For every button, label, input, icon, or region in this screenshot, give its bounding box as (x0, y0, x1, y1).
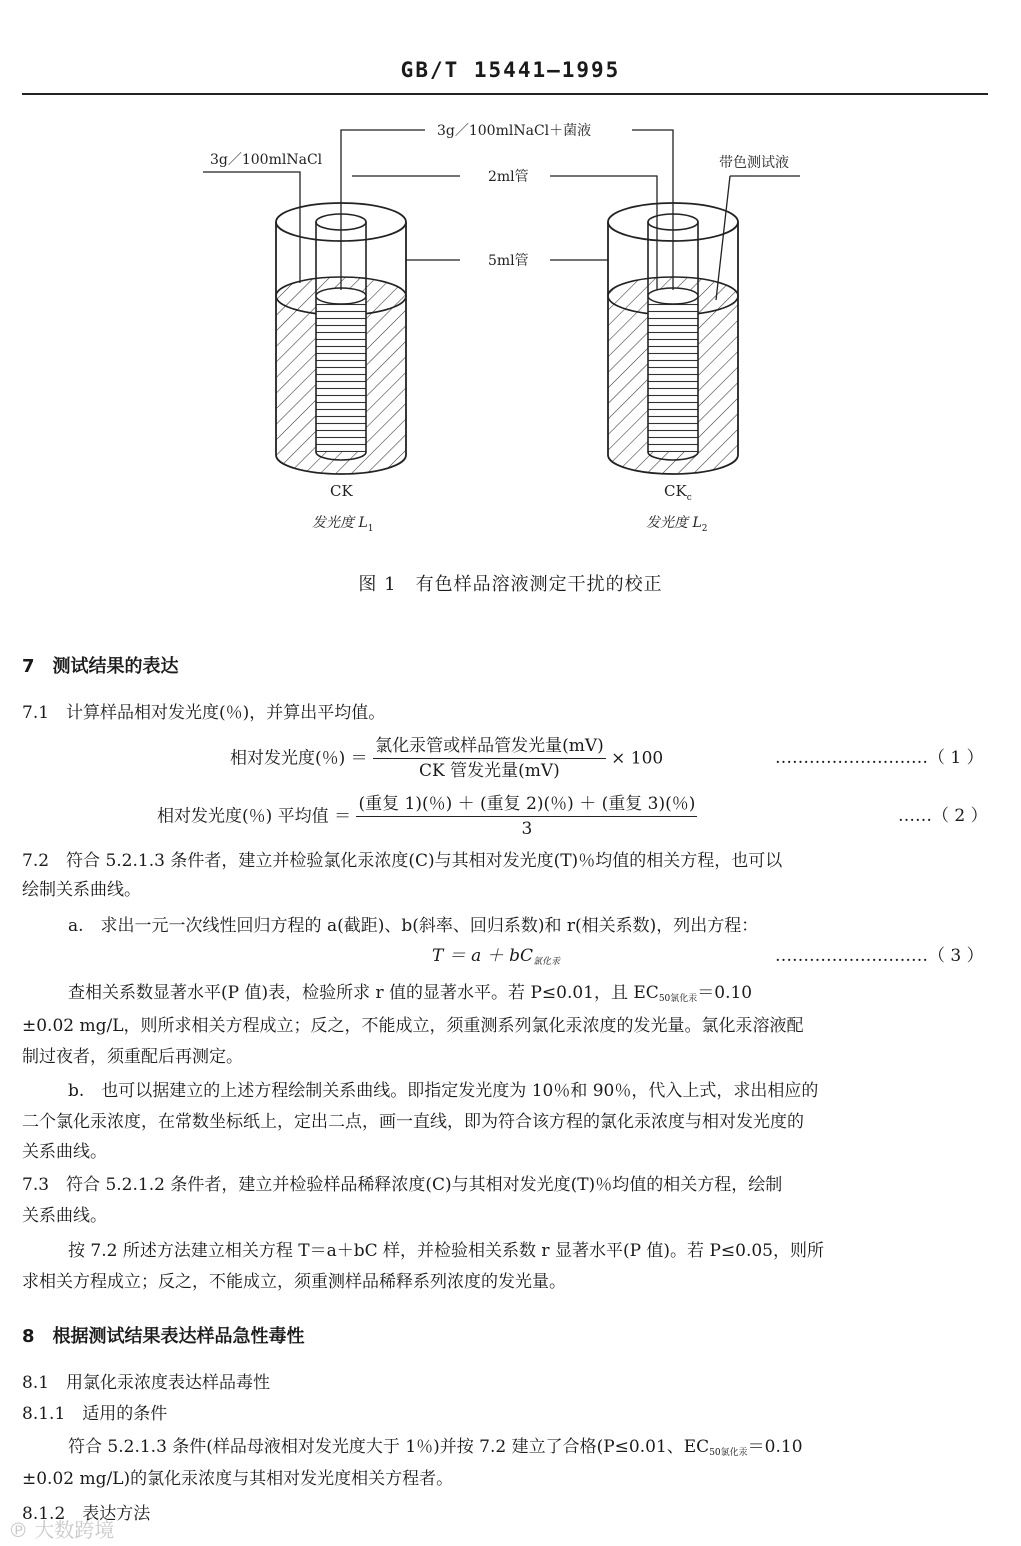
label-top-solution: 3g／100mlNaCl＋菌液 (437, 123, 592, 139)
svg-text:CKc (664, 482, 692, 503)
section-7-3-line3: 按 7.2 所述方法建立相关方程 T＝a＋bC 样，并检验相关系数 r 显著水平(P 值)。若 P≤0.05，则所 (68, 1241, 824, 1261)
label-right-lum: 发光度 L (646, 515, 702, 531)
item-b-line1: b. 也可以据建立的上述方程绘制关系曲线。即指定发光度为 10％和 90％，代入上式，求出相应的 (68, 1081, 819, 1101)
section-8-1-2: 8.1.2 表达方法 (22, 1504, 151, 1524)
watermark-logo-icon: ℗ (8, 1518, 28, 1542)
label-right-ck-sub: c (686, 493, 692, 503)
para-line1-end: ＝0.10 (747, 1437, 803, 1457)
eq1-lhs: 相对发光度(％) ＝ (230, 748, 368, 769)
figure-caption: 图 1 有色样品溶液测定干扰的校正 (358, 574, 663, 595)
eq2-numerator: (重复 1)(％) ＋ (重复 2)(％) ＋ (重复 3)(％) (356, 792, 697, 817)
section-8-1: 8.1 用氯化汞浓度表达样品毒性 (22, 1373, 271, 1393)
eq2-denominator: 3 (521, 819, 533, 839)
eq1-tag: ………………………（ 1 ） (775, 748, 984, 768)
section-8-title: 8 根据测试结果表达样品急性毒性 (22, 1326, 305, 1347)
item-a-line1: a. 求出一元一次线性回归方程的 a(截距)、b(斜率、回归系数)和 r(相关系数)，列出方程： (68, 916, 759, 936)
equation-2 (157, 792, 697, 841)
eq2-fraction (356, 792, 697, 841)
label-left-solution: 3g／100mlNaCl (210, 152, 323, 168)
label-left-ck: CK (330, 482, 353, 500)
eq1-numerator: 氯化汞管或样品管发光量(mV) (373, 734, 606, 759)
item-a-line2-end: ＝0.10 (697, 983, 753, 1003)
section-7-title: 7 测试结果的表达 (22, 656, 179, 677)
section-7-3-line1: 7.3 符合 5.2.1.2 条件者，建立并检验样品稀释浓度(C)与其相对发光度(T)％均值的相关方程，绘制 (22, 1175, 783, 1195)
item-a-line2-text: 查相关系数显著水平(P 值)表，检验所求 r 值的显著水平。若 P≤0.01，且 EC (68, 983, 659, 1003)
item-a-line3: ±0.02 mg/L，则所求相关方程成立；反之，不能成立，须重测系列氯化汞浓度的发光量。氯化汞溶液配 (22, 1016, 804, 1036)
standard-header: GB/T 15441—1995 (400, 58, 621, 82)
eq3-tag: ………………………（ 3 ） (775, 946, 984, 966)
label-inner-tube: 2ml管 (488, 169, 529, 185)
eq1-fraction (373, 734, 606, 783)
svg-text:CK (330, 482, 353, 500)
eq1-denominator: CK 管发光量(mV) (419, 761, 560, 781)
equation-1 (230, 734, 663, 783)
section-8-1-1-para-line2: ±0.02 mg/L)的氯化汞浓度与其相对发光度相关方程者。 (22, 1469, 454, 1489)
label-left-lum: 发光度 L (312, 515, 368, 531)
section-8-1-1-para-line1 (68, 1434, 803, 1466)
item-a-line2 (68, 980, 752, 1012)
header-rule (22, 93, 988, 95)
section-7-3-line4: 求相关方程成立；反之，不能成立，须重测样品稀释系列浓度的发光量。 (22, 1272, 566, 1292)
item-a-line2-sub: 50氯化汞 (658, 994, 698, 1004)
item-b-line2: 二个氯化汞浓度，在常数坐标纸上，定出二点，画一直线，即为符合该方程的氯化汞浓度与相对发光度的 (22, 1112, 804, 1132)
section-7-2-line1: 7.2 符合 5.2.1.3 条件者，建立并检验氯化汞浓度(C)与其相对发光度(T)％均值的相关方程，也可以 (22, 851, 783, 871)
item-b-line3: 关系曲线。 (22, 1142, 107, 1162)
svg-text:发光度 L1 (312, 515, 373, 534)
para-line1-text: 符合 5.2.1.3 条件(样品母液相对发光度大于 1％)并按 7.2 建立了合格(P≤0.01、EC (68, 1437, 710, 1457)
label-right-lum-sub: 2 (701, 524, 708, 534)
para-line1-sub: 50氯化汞 (709, 1448, 748, 1458)
label-colored-solution: 带色测试液 (719, 155, 789, 171)
eq3-body: T ＝ a ＋ bC (432, 946, 533, 966)
section-7-3-line2: 关系曲线。 (22, 1206, 107, 1226)
equation-3 (432, 943, 560, 975)
item-a-line4: 制过夜者，须重配后再测定。 (22, 1047, 243, 1067)
eq3-sub: 氯化汞 (532, 957, 560, 967)
figure-1 (0, 100, 1021, 570)
watermark (8, 1514, 114, 1543)
section-7-2-line2: 绘制关系曲线。 (22, 880, 141, 900)
eq2-tag: ……（ 2 ） (898, 806, 988, 826)
label-outer-tube: 5ml管 (488, 253, 529, 269)
svg-text:发光度 L2 (646, 515, 707, 534)
section-8-1-1: 8.1.1 适用的条件 (22, 1404, 168, 1424)
eq2-lhs: 相对发光度(％) 平均值 ＝ (157, 806, 352, 827)
section-7-1: 7.1 计算样品相对发光度(％)，并算出平均值。 (22, 703, 386, 723)
eq1-multiplier: × 100 (611, 748, 664, 769)
label-right-ck: CK (664, 482, 687, 500)
watermark-text: 大数跨境 (34, 1518, 115, 1542)
label-left-lum-sub: 1 (367, 524, 374, 534)
